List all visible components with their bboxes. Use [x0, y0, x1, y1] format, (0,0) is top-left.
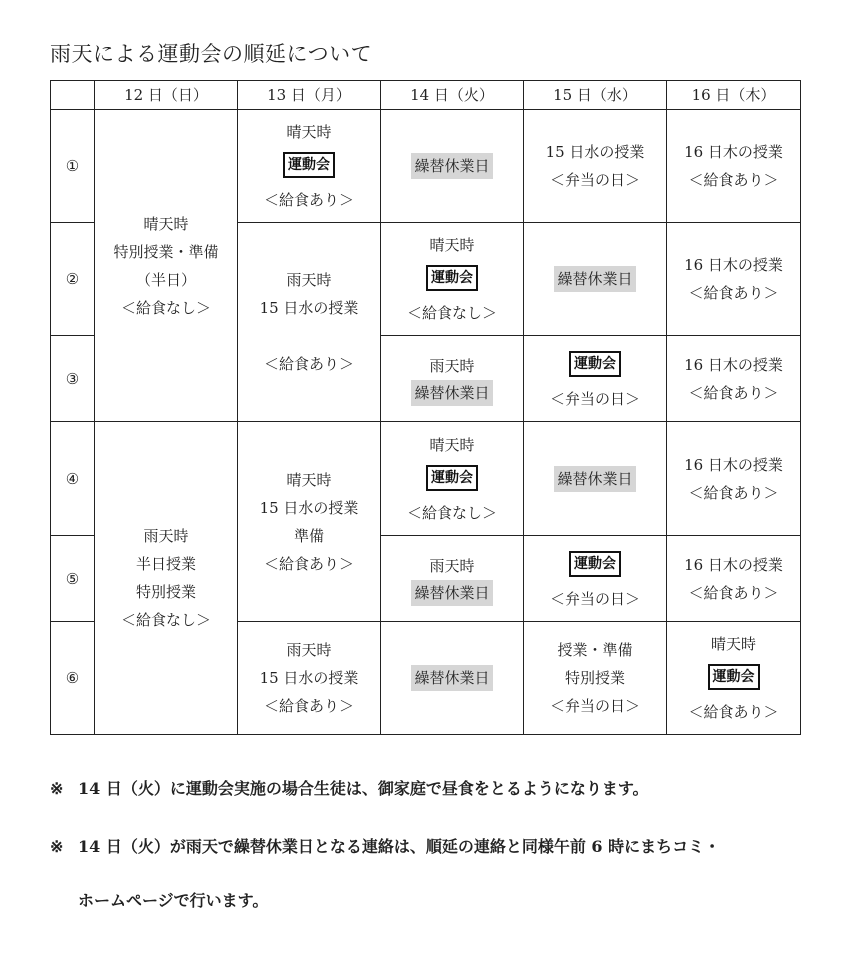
sports-day-label: 運動会	[708, 664, 760, 690]
case-number: ②	[51, 223, 95, 336]
day16-cell: 16 日木の授業 ＜給食あり＞	[667, 223, 801, 336]
substitute-holiday-label: 繰替休業日	[411, 665, 492, 691]
substitute-holiday-label: 繰替休業日	[411, 380, 492, 406]
sports-day-label: 運動会	[569, 551, 621, 577]
day15-cell: 15 日水の授業 ＜弁当の日＞	[524, 110, 667, 223]
header-day-13: 13 日（月）	[238, 81, 381, 110]
sports-day-label: 運動会	[426, 265, 478, 291]
day16-cell: 16 日木の授業 ＜給食あり＞	[667, 422, 801, 536]
case-number: ④	[51, 422, 95, 536]
sports-day-label: 運動会	[283, 152, 335, 178]
page-title: 雨天による運動会の順延について	[50, 42, 373, 66]
day15-cell: 運動会 ＜弁当の日＞	[524, 536, 667, 622]
table-row	[51, 110, 801, 223]
day16-cell: 16 日木の授業 ＜給食あり＞	[667, 110, 801, 223]
day13-cell-fine-weather: 晴天時 15 日水の授業 準備 ＜給食あり＞	[238, 422, 381, 622]
note-contact: ※ 14 日（火）が雨天で繰替休業日となる連絡は、順延の連絡と同様午前 6 時にまちコミ・	[50, 837, 721, 856]
day16-cell: 16 日木の授業 ＜給食あり＞	[667, 336, 801, 422]
note-lunch: ※ 14 日（火）に運動会実施の場合生徒は、御家庭で昼食をとるようになります。	[50, 779, 649, 798]
substitute-holiday-label: 繰替休業日	[411, 153, 492, 179]
header-corner	[51, 81, 95, 110]
header-day-14: 14 日（火）	[381, 81, 524, 110]
day15-cell: 授業・準備 特別授業 ＜弁当の日＞	[524, 622, 667, 735]
day16-cell: 晴天時 運動会 ＜給食あり＞	[667, 622, 801, 735]
day14-cell: 雨天時 繰替休業日	[381, 536, 524, 622]
day12-cell-rainy: 雨天時 半日授業 特別授業 ＜給食なし＞	[95, 422, 238, 735]
substitute-holiday-label: 繰替休業日	[411, 580, 492, 606]
postponement-schedule-table	[50, 80, 801, 735]
substitute-holiday-label: 繰替休業日	[554, 466, 635, 492]
table-row	[51, 422, 801, 536]
day14-cell	[381, 622, 524, 735]
case-number: ⑤	[51, 536, 95, 622]
case-number: ③	[51, 336, 95, 422]
day14-cell: 晴天時 運動会 ＜給食なし＞	[381, 223, 524, 336]
note-mark: ※	[50, 779, 64, 798]
day15-cell	[524, 223, 667, 336]
header-day-15: 15 日（水）	[524, 81, 667, 110]
day12-cell-fine-weather: 晴天時 特別授業・準備 （半日） ＜給食なし＞	[95, 110, 238, 422]
day15-cell	[524, 422, 667, 536]
day13-cell: 雨天時 15 日水の授業 ＜給食あり＞	[238, 622, 381, 735]
case-number: ①	[51, 110, 95, 223]
header-day-16: 16 日（木）	[667, 81, 801, 110]
day14-cell	[381, 110, 524, 223]
day15-cell: 運動会 ＜弁当の日＞	[524, 336, 667, 422]
case-number: ⑥	[51, 622, 95, 735]
day16-cell: 16 日木の授業 ＜給食あり＞	[667, 536, 801, 622]
sports-day-label: 運動会	[569, 351, 621, 377]
note-mark: ※	[50, 837, 64, 856]
sports-day-label: 運動会	[426, 465, 478, 491]
note-contact-continued: ホームページで行います。	[78, 891, 269, 910]
day13-cell-rainy: 雨天時 15 日水の授業 ＜給食あり＞	[238, 223, 381, 422]
day14-cell: 雨天時 繰替休業日	[381, 336, 524, 422]
table-header-row	[51, 81, 801, 110]
header-day-12: 12 日（日）	[95, 81, 238, 110]
day14-cell: 晴天時 運動会 ＜給食なし＞	[381, 422, 524, 536]
substitute-holiday-label: 繰替休業日	[554, 266, 635, 292]
day13-cell: 晴天時 運動会 ＜給食あり＞	[238, 110, 381, 223]
